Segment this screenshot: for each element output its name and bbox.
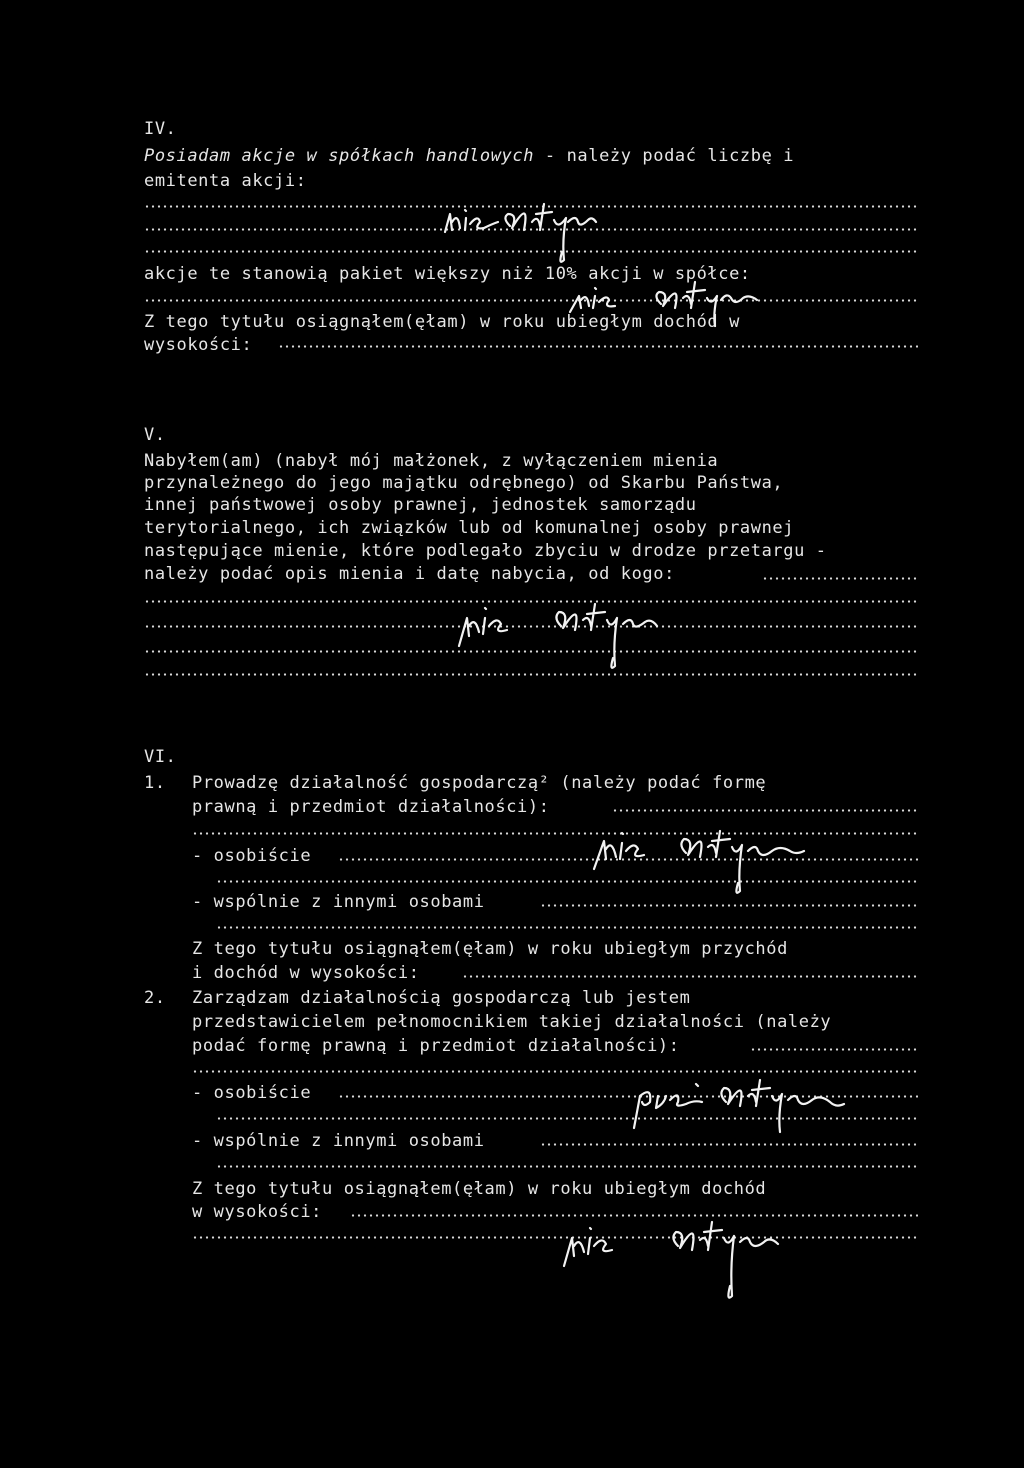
section-iv-dochod-1: Z tego tytułu osiągnąłem(ęłam) w roku ubiegłym dochód w (144, 312, 740, 332)
item-1-line-1: Prowadzę działalność gospodarczą² (należy podać formę (192, 773, 767, 793)
item-2-dochod-2: w wysokości: (192, 1202, 323, 1222)
item-1-number: 1. (144, 773, 166, 793)
dotted-line (216, 1165, 918, 1168)
section-v-line: należy podać opis mienia i datę nabycia, od kogo: (144, 564, 675, 584)
item-2-dochod-1: Z tego tytułu osiągnąłem(ęłam) w roku ubiegłym dochód (192, 1179, 767, 1199)
item-2-wspolnie: - wspólnie z innymi osobami (192, 1131, 485, 1151)
dotted-line (278, 345, 918, 348)
handwritten-nie-dotyczy (440, 200, 660, 270)
item-1-line-2: prawną i przedmiot działalności): (192, 797, 550, 817)
dotted-line (612, 809, 918, 812)
section-iv-number: IV. (144, 119, 177, 139)
dotted-line (462, 975, 918, 978)
section-iv-pakiet: akcje te stanowią pakiet większy niż 10% akcji w spółce: (144, 264, 751, 284)
section-v-line: przynależnego do jego majątku odrębnego) od Skarbu Państwa, (144, 473, 784, 493)
dotted-line (192, 1070, 918, 1073)
section-v-line: następujące mienie, które podlegało zbyciu w drodze przetargu - (144, 541, 827, 561)
section-v-line: innej państwowej osoby prawnej, jednostek samorządu (144, 495, 697, 515)
item-1-wspolnie: - wspólnie z innymi osobami (192, 892, 485, 912)
section-v-line: terytorialnego, ich związków lub od komunalnej osoby prawnej (144, 518, 795, 538)
handwritten-nie-dotyczy (630, 1074, 870, 1144)
section-iv-dochod-2: wysokości: (144, 335, 253, 355)
section-iv-line-2: emitenta akcji: (144, 171, 307, 191)
handwritten-nie-dotyczy (565, 276, 795, 336)
section-v-line: Nabyłem(am) (nabył mój małżonek, z wyłączeniem mienia (144, 451, 719, 471)
section-vi-number: VI. (144, 747, 177, 767)
item-2-line-2: przedstawicielem pełnomocnikiem takiej działalności (należy (192, 1012, 832, 1032)
dotted-line (216, 926, 918, 929)
dotted-line (540, 904, 918, 907)
handwritten-nie-dotyczy (455, 596, 685, 676)
handwritten-nie-dotyczy (560, 1210, 820, 1305)
item-2-line-1: Zarządzam działalnością gospodarczą lub jestem (192, 988, 691, 1008)
item-2-osobiscie: - osobiście (192, 1083, 312, 1103)
dotted-line (144, 299, 918, 302)
item-1-przychod-2: i dochód w wysokości: (192, 963, 420, 983)
item-1-osobiscie: - osobiście (192, 846, 312, 866)
item-2-line-3: podać formę prawną i przedmiot działalności): (192, 1036, 680, 1056)
dotted-line (762, 577, 918, 580)
dotted-line (750, 1048, 918, 1051)
section-iv-line-1: Posiadam akcje w spółkach handlowych - należy podać liczbę i (144, 146, 795, 166)
section-v-number: V. (144, 425, 166, 445)
item-2-number: 2. (144, 988, 166, 1008)
item-1-przychod-1: Z tego tytułu osiągnąłem(ęłam) w roku ubiegłym przychód (192, 939, 788, 959)
handwritten-nie-dotyczy (590, 825, 830, 900)
